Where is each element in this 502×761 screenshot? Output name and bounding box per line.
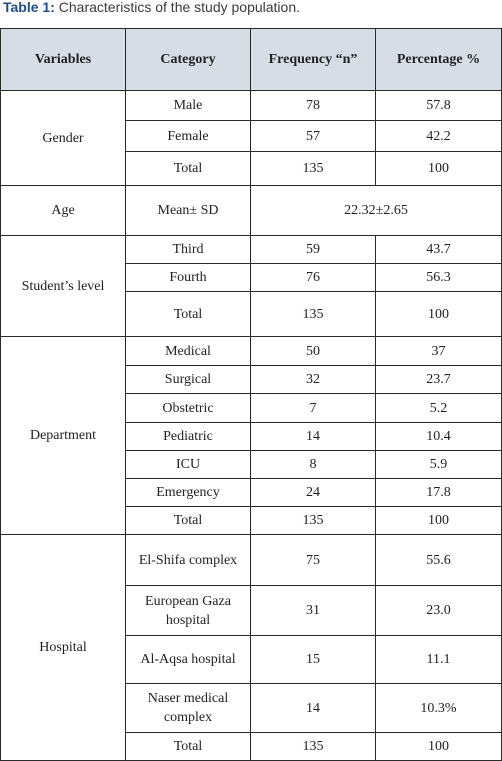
category-cell: Mean± SD [126, 186, 251, 236]
category-cell: Third [126, 236, 251, 264]
percentage-cell: 100 [376, 292, 502, 337]
category-cell: El-Shifa complex [126, 535, 251, 586]
header-percentage: Percentage % [376, 29, 502, 91]
frequency-cell: 14 [251, 684, 376, 733]
category-cell: ICU [126, 451, 251, 479]
percentage-cell: 37 [376, 337, 502, 366]
frequency-cell: 7 [251, 394, 376, 423]
percentage-cell: 42.2 [376, 121, 502, 152]
hospital-label: Hospital [1, 535, 126, 761]
category-cell: Naser medical complex [126, 684, 251, 733]
frequency-cell: 32 [251, 366, 376, 394]
age-label: Age [1, 186, 126, 236]
category-cell: Surgical [126, 366, 251, 394]
frequency-cell: 135 [251, 152, 376, 186]
category-cell: Total [126, 292, 251, 337]
frequency-cell: 76 [251, 264, 376, 292]
caption-label: Table 1: [3, 0, 55, 15]
percentage-cell: 23.7 [376, 366, 502, 394]
header-variables: Variables [1, 29, 126, 91]
category-cell: Medical [126, 337, 251, 366]
percentage-cell: 100 [376, 507, 502, 535]
percentage-cell: 100 [376, 733, 502, 761]
frequency-cell: 31 [251, 586, 376, 636]
percentage-cell: 56.3 [376, 264, 502, 292]
category-cell: Al-Aqsa hospital [126, 636, 251, 684]
category-cell: Emergency [126, 479, 251, 507]
department-label: Department [1, 337, 126, 535]
header-row [1, 29, 502, 91]
frequency-cell: 135 [251, 733, 376, 761]
percentage-cell: 17.8 [376, 479, 502, 507]
level-label: Student’s level [1, 236, 126, 337]
frequency-cell: 50 [251, 337, 376, 366]
percentage-cell: 57.8 [376, 91, 502, 121]
category-cell: European Gaza hospital [126, 586, 251, 636]
category-cell: Total [126, 152, 251, 186]
frequency-cell: 14 [251, 423, 376, 451]
category-cell: Fourth [126, 264, 251, 292]
percentage-cell: 10.4 [376, 423, 502, 451]
category-cell: Pediatric [126, 423, 251, 451]
table-row [1, 236, 502, 264]
frequency-cell: 8 [251, 451, 376, 479]
characteristics-table [0, 28, 502, 761]
percentage-cell: 43.7 [376, 236, 502, 264]
frequency-cell: 24 [251, 479, 376, 507]
category-cell: Male [126, 91, 251, 121]
percentage-cell: 23.0 [376, 586, 502, 636]
age-value-cell: 22.32±2.65 [251, 186, 502, 236]
percentage-cell: 100 [376, 152, 502, 186]
percentage-cell: 10.3% [376, 684, 502, 733]
frequency-cell: 57 [251, 121, 376, 152]
frequency-cell: 15 [251, 636, 376, 684]
frequency-cell: 78 [251, 91, 376, 121]
frequency-cell: 135 [251, 292, 376, 337]
percentage-cell: 55.6 [376, 535, 502, 586]
header-frequency: Frequency “n” [251, 29, 376, 91]
category-cell: Female [126, 121, 251, 152]
table-row [1, 186, 502, 236]
gender-label: Gender [1, 91, 126, 186]
table-caption [3, 0, 300, 15]
category-cell: Total [126, 733, 251, 761]
frequency-cell: 135 [251, 507, 376, 535]
table-row [1, 91, 502, 121]
header-category: Category [126, 29, 251, 91]
category-cell: Total [126, 507, 251, 535]
table-row [1, 337, 502, 366]
frequency-cell: 59 [251, 236, 376, 264]
percentage-cell: 5.2 [376, 394, 502, 423]
percentage-cell: 5.9 [376, 451, 502, 479]
table-row [1, 535, 502, 586]
frequency-cell: 75 [251, 535, 376, 586]
category-cell: Obstetric [126, 394, 251, 423]
caption-text: Characteristics of the study population. [54, 0, 301, 15]
percentage-cell: 11.1 [376, 636, 502, 684]
